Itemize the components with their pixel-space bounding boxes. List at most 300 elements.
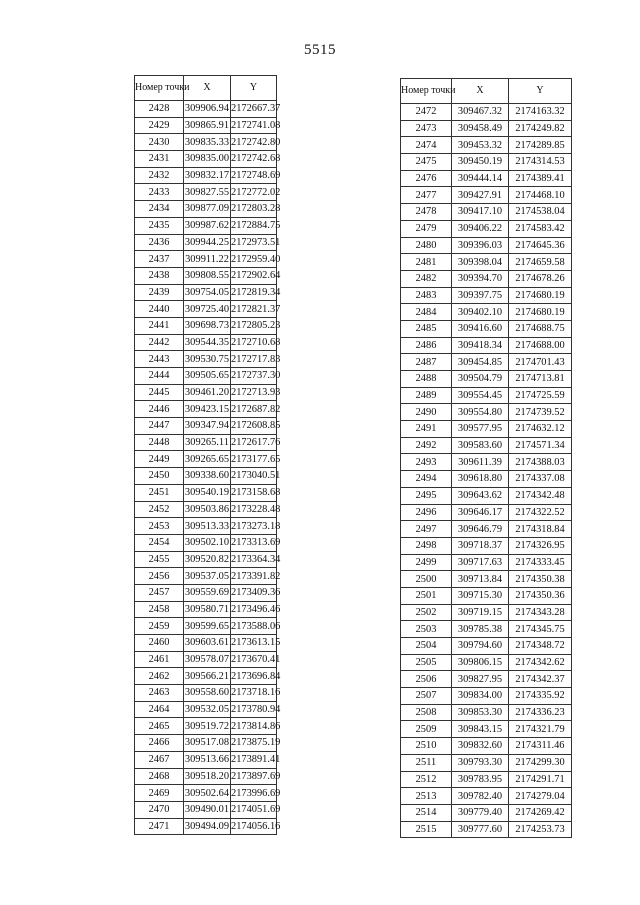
point-number-cell: 2428 [135, 101, 184, 118]
point-number-cell: 2514 [401, 804, 452, 821]
y-coordinate-cell: 2172608.85 [231, 418, 277, 435]
table-header-row [135, 76, 277, 101]
y-coordinate-cell: 2174678.26 [509, 270, 572, 287]
x-coordinate-cell: 309717.63 [452, 554, 509, 571]
y-coordinate-cell: 2172819.34 [231, 284, 277, 301]
x-coordinate-cell: 309782.40 [452, 788, 509, 805]
table-row [401, 270, 572, 287]
table-row [135, 234, 277, 251]
table-row [135, 401, 277, 418]
y-coordinate-cell: 2174333.45 [509, 554, 572, 571]
x-coordinate-cell: 309578.07 [184, 651, 231, 668]
y-coordinate-cell: 2172667.37 [231, 101, 277, 118]
table-row [401, 721, 572, 738]
point-number-cell: 2475 [401, 154, 452, 171]
x-coordinate-cell: 309865.91 [184, 117, 231, 134]
x-coordinate-cell: 309532.05 [184, 701, 231, 718]
table-row [135, 134, 277, 151]
table-row [135, 818, 277, 835]
y-coordinate-cell: 2174583.42 [509, 220, 572, 237]
y-coordinate-cell: 2173177.65 [231, 451, 277, 468]
point-number-cell: 2456 [135, 568, 184, 585]
y-coordinate-cell: 2174688.75 [509, 320, 572, 337]
y-coordinate-cell: 2174350.36 [509, 587, 572, 604]
y-coordinate-cell: 2173158.68 [231, 484, 277, 501]
point-number-cell: 2450 [135, 468, 184, 485]
y-coordinate-cell: 2172805.23 [231, 317, 277, 334]
point-number-cell: 2513 [401, 788, 452, 805]
table-row [401, 621, 572, 638]
y-coordinate-cell: 2174249.82 [509, 120, 572, 137]
x-coordinate-cell: 309715.30 [452, 587, 509, 604]
x-coordinate-cell: 309725.40 [184, 301, 231, 318]
x-coordinate-cell: 309713.84 [452, 571, 509, 588]
y-coordinate-cell: 2174468.10 [509, 187, 572, 204]
point-number-cell: 2471 [135, 818, 184, 835]
point-number-cell: 2494 [401, 471, 452, 488]
table-row [135, 418, 277, 435]
x-coordinate-cell: 309646.17 [452, 504, 509, 521]
x-coordinate-cell: 309911.22 [184, 251, 231, 268]
point-number-cell: 2480 [401, 237, 452, 254]
point-number-cell: 2441 [135, 317, 184, 334]
x-coordinate-cell: 309394.70 [452, 270, 509, 287]
point-number-cell: 2451 [135, 484, 184, 501]
table-row [135, 284, 277, 301]
point-number-cell: 2434 [135, 201, 184, 218]
x-coordinate-cell: 309554.80 [452, 404, 509, 421]
table-row [401, 304, 572, 321]
point-number-cell: 2492 [401, 437, 452, 454]
point-number-cell: 2502 [401, 604, 452, 621]
table-row [135, 651, 277, 668]
y-coordinate-cell: 2174388.03 [509, 454, 572, 471]
table-row [401, 554, 572, 571]
x-coordinate-cell: 309418.34 [452, 337, 509, 354]
point-number-cell: 2470 [135, 801, 184, 818]
x-coordinate-cell: 309396.03 [452, 237, 509, 254]
y-coordinate-cell: 2172884.75 [231, 217, 277, 234]
x-coordinate-cell: 309453.32 [452, 137, 509, 154]
table-row [401, 220, 572, 237]
y-coordinate-cell: 2172742.68 [231, 151, 277, 168]
y-coordinate-cell: 2173409.36 [231, 584, 277, 601]
y-coordinate-cell: 2174342.37 [509, 671, 572, 688]
point-number-cell: 2468 [135, 768, 184, 785]
point-number-cell: 2433 [135, 184, 184, 201]
x-coordinate-cell: 309554.45 [452, 387, 509, 404]
x-coordinate-cell: 309603.61 [184, 635, 231, 652]
point-number-cell: 2476 [401, 170, 452, 187]
x-coordinate-cell: 309397.75 [452, 287, 509, 304]
table-row [135, 334, 277, 351]
x-coordinate-cell: 309537.05 [184, 568, 231, 585]
coordinates-table-left [134, 75, 281, 835]
point-number-cell: 2498 [401, 537, 452, 554]
y-coordinate-cell: 2172973.51 [231, 234, 277, 251]
point-number-cell: 2511 [401, 754, 452, 771]
table-row [135, 317, 277, 334]
y-coordinate-cell: 2174337.08 [509, 471, 572, 488]
table-row [401, 421, 572, 438]
table-header-row [401, 79, 572, 104]
y-coordinate-cell: 2174680.19 [509, 304, 572, 321]
point-number-cell: 2436 [135, 234, 184, 251]
y-coordinate-cell: 2174289.85 [509, 137, 572, 154]
table-row [401, 237, 572, 254]
table-row [135, 768, 277, 785]
point-number-cell: 2501 [401, 587, 452, 604]
y-coordinate-cell: 2172772.02 [231, 184, 277, 201]
y-coordinate-cell: 2173391.82 [231, 568, 277, 585]
x-coordinate-cell: 309987.62 [184, 217, 231, 234]
y-coordinate-cell: 2174335.92 [509, 688, 572, 705]
table-row [401, 821, 572, 838]
y-coordinate-cell: 2174163.32 [509, 104, 572, 121]
point-number-cell: 2452 [135, 501, 184, 518]
x-coordinate-cell: 309779.40 [452, 804, 509, 821]
table-row [401, 437, 572, 454]
x-coordinate-cell: 309577.95 [452, 421, 509, 438]
point-number-cell: 2515 [401, 821, 452, 838]
table-row [135, 668, 277, 685]
y-coordinate-cell: 2173588.06 [231, 618, 277, 635]
point-number-cell: 2458 [135, 601, 184, 618]
table-row [135, 167, 277, 184]
y-coordinate-cell: 2172742.80 [231, 134, 277, 151]
x-coordinate-cell: 309827.95 [452, 671, 509, 688]
x-coordinate-cell: 309777.60 [452, 821, 509, 838]
x-coordinate-cell: 309827.55 [184, 184, 231, 201]
point-number-cell: 2512 [401, 771, 452, 788]
y-coordinate-cell: 2172710.68 [231, 334, 277, 351]
header-y: Y [509, 79, 572, 104]
table-row [135, 635, 277, 652]
table-row [135, 251, 277, 268]
x-coordinate-cell: 309444.14 [452, 170, 509, 187]
table-row [135, 801, 277, 818]
y-coordinate-cell: 2173364.34 [231, 551, 277, 568]
table-row [135, 117, 277, 134]
y-coordinate-cell: 2174342.62 [509, 654, 572, 671]
x-coordinate-cell: 309347.94 [184, 418, 231, 435]
x-coordinate-cell: 309520.82 [184, 551, 231, 568]
point-number-cell: 2508 [401, 704, 452, 721]
point-number-cell: 2465 [135, 718, 184, 735]
y-coordinate-cell: 2174343.28 [509, 604, 572, 621]
y-coordinate-cell: 2174269.42 [509, 804, 572, 821]
table-row [401, 104, 572, 121]
point-number-cell: 2479 [401, 220, 452, 237]
y-coordinate-cell: 2173613.15 [231, 635, 277, 652]
table-row [401, 521, 572, 538]
table-row [401, 571, 572, 588]
header-y: Y [231, 76, 277, 101]
x-coordinate-cell: 309580.71 [184, 601, 231, 618]
y-coordinate-cell: 2174538.04 [509, 204, 572, 221]
table-row [135, 468, 277, 485]
header-point-number: Номер точки [401, 79, 452, 104]
point-number-cell: 2505 [401, 654, 452, 671]
x-coordinate-cell: 309402.10 [452, 304, 509, 321]
table-row [401, 287, 572, 304]
table-row [135, 718, 277, 735]
point-number-cell: 2440 [135, 301, 184, 318]
header-x: X [184, 76, 231, 101]
point-number-cell: 2461 [135, 651, 184, 668]
x-coordinate-cell: 309566.21 [184, 668, 231, 685]
y-coordinate-cell: 2172617.76 [231, 434, 277, 451]
y-coordinate-cell: 2172737.30 [231, 368, 277, 385]
point-number-cell: 2477 [401, 187, 452, 204]
x-coordinate-cell: 309719.15 [452, 604, 509, 621]
table-row [401, 354, 572, 371]
table-row [401, 254, 572, 271]
y-coordinate-cell: 2173040.51 [231, 468, 277, 485]
y-coordinate-cell: 2173718.16 [231, 685, 277, 702]
y-coordinate-cell: 2173897.69 [231, 768, 277, 785]
x-coordinate-cell: 309843.15 [452, 721, 509, 738]
point-number-cell: 2469 [135, 785, 184, 802]
y-coordinate-cell: 2174253.73 [509, 821, 572, 838]
x-coordinate-cell: 309906.94 [184, 101, 231, 118]
x-coordinate-cell: 309518.20 [184, 768, 231, 785]
point-number-cell: 2504 [401, 638, 452, 655]
point-number-cell: 2496 [401, 504, 452, 521]
x-coordinate-cell: 309558.60 [184, 685, 231, 702]
point-number-cell: 2443 [135, 351, 184, 368]
y-coordinate-cell: 2173996.69 [231, 785, 277, 802]
x-coordinate-cell: 309785.38 [452, 621, 509, 638]
table-row [401, 604, 572, 621]
point-number-cell: 2448 [135, 434, 184, 451]
table-row [401, 671, 572, 688]
point-number-cell: 2429 [135, 117, 184, 134]
point-number-cell: 2459 [135, 618, 184, 635]
y-coordinate-cell: 2172687.82 [231, 401, 277, 418]
table-row [401, 337, 572, 354]
table-row [135, 785, 277, 802]
table-row [401, 788, 572, 805]
coordinates-table-right [400, 78, 572, 838]
x-coordinate-cell: 309423.15 [184, 401, 231, 418]
point-number-cell: 2486 [401, 337, 452, 354]
y-coordinate-cell: 2174632.12 [509, 421, 572, 438]
x-coordinate-cell: 309832.60 [452, 738, 509, 755]
y-coordinate-cell: 2172741.08 [231, 117, 277, 134]
point-number-cell: 2493 [401, 454, 452, 471]
point-number-cell: 2435 [135, 217, 184, 234]
table-row [401, 804, 572, 821]
x-coordinate-cell: 309877.09 [184, 201, 231, 218]
point-number-cell: 2472 [401, 104, 452, 121]
point-number-cell: 2473 [401, 120, 452, 137]
y-coordinate-cell: 2172713.93 [231, 384, 277, 401]
table-row [401, 654, 572, 671]
point-number-cell: 2466 [135, 735, 184, 752]
table-row [401, 688, 572, 705]
point-number-cell: 2500 [401, 571, 452, 588]
table-row [135, 101, 277, 118]
y-coordinate-cell: 2173814.86 [231, 718, 277, 735]
x-coordinate-cell: 309502.64 [184, 785, 231, 802]
y-coordinate-cell: 2174345.75 [509, 621, 572, 638]
table-row [401, 204, 572, 221]
point-number-cell: 2455 [135, 551, 184, 568]
y-coordinate-cell: 2174318.84 [509, 521, 572, 538]
y-coordinate-cell: 2173228.48 [231, 501, 277, 518]
x-coordinate-cell: 309835.00 [184, 151, 231, 168]
point-number-cell: 2509 [401, 721, 452, 738]
x-coordinate-cell: 309583.60 [452, 437, 509, 454]
x-coordinate-cell: 309698.73 [184, 317, 231, 334]
y-coordinate-cell: 2172821.37 [231, 301, 277, 318]
y-coordinate-cell: 2173780.94 [231, 701, 277, 718]
y-coordinate-cell: 2174645.36 [509, 237, 572, 254]
point-number-cell: 2489 [401, 387, 452, 404]
x-coordinate-cell: 309427.91 [452, 187, 509, 204]
x-coordinate-cell: 309450.19 [452, 154, 509, 171]
x-coordinate-cell: 309806.15 [452, 654, 509, 671]
y-coordinate-cell: 2174326.95 [509, 537, 572, 554]
point-number-cell: 2481 [401, 254, 452, 271]
table-row [401, 454, 572, 471]
point-number-cell: 2497 [401, 521, 452, 538]
point-number-cell: 2495 [401, 487, 452, 504]
point-number-cell: 2445 [135, 384, 184, 401]
x-coordinate-cell: 309338.60 [184, 468, 231, 485]
table-row [135, 601, 277, 618]
x-coordinate-cell: 309853.30 [452, 704, 509, 721]
table-row [135, 685, 277, 702]
x-coordinate-cell: 309718.37 [452, 537, 509, 554]
table-row [401, 704, 572, 721]
table-row [135, 701, 277, 718]
y-coordinate-cell: 2174314.53 [509, 154, 572, 171]
x-coordinate-cell: 309794.60 [452, 638, 509, 655]
x-coordinate-cell: 309834.00 [452, 688, 509, 705]
header-point-number: Номер точки [135, 76, 184, 101]
table-row [135, 751, 277, 768]
table-row [401, 537, 572, 554]
y-coordinate-cell: 2174348.72 [509, 638, 572, 655]
x-coordinate-cell: 309416.60 [452, 320, 509, 337]
point-number-cell: 2454 [135, 534, 184, 551]
table-row [401, 187, 572, 204]
point-number-cell: 2430 [135, 134, 184, 151]
x-coordinate-cell: 309646.79 [452, 521, 509, 538]
x-coordinate-cell: 309808.55 [184, 267, 231, 284]
x-coordinate-cell: 309517.08 [184, 735, 231, 752]
point-number-cell: 2457 [135, 584, 184, 601]
table-row [401, 738, 572, 755]
x-coordinate-cell: 309502.10 [184, 534, 231, 551]
y-coordinate-cell: 2174322.52 [509, 504, 572, 521]
x-coordinate-cell: 309544.35 [184, 334, 231, 351]
y-coordinate-cell: 2174299.30 [509, 754, 572, 771]
x-coordinate-cell: 309793.30 [452, 754, 509, 771]
y-coordinate-cell: 2172748.69 [231, 167, 277, 184]
point-number-cell: 2442 [135, 334, 184, 351]
y-coordinate-cell: 2174739.52 [509, 404, 572, 421]
x-coordinate-cell: 309505.65 [184, 368, 231, 385]
y-coordinate-cell: 2174659.58 [509, 254, 572, 271]
table-row [401, 320, 572, 337]
table-row [135, 368, 277, 385]
table-row [135, 267, 277, 284]
y-coordinate-cell: 2173670.41 [231, 651, 277, 668]
table-row [401, 487, 572, 504]
y-coordinate-cell: 2174342.48 [509, 487, 572, 504]
point-number-cell: 2439 [135, 284, 184, 301]
point-number-cell: 2447 [135, 418, 184, 435]
y-coordinate-cell: 2173313.69 [231, 534, 277, 551]
point-number-cell: 2482 [401, 270, 452, 287]
y-coordinate-cell: 2173875.19 [231, 735, 277, 752]
point-number-cell: 2463 [135, 685, 184, 702]
point-number-cell: 2431 [135, 151, 184, 168]
table-row [135, 301, 277, 318]
x-coordinate-cell: 309265.11 [184, 434, 231, 451]
point-number-cell: 2510 [401, 738, 452, 755]
x-coordinate-cell: 309503.86 [184, 501, 231, 518]
y-coordinate-cell: 2173496.46 [231, 601, 277, 618]
point-number-cell: 2467 [135, 751, 184, 768]
table-row [135, 484, 277, 501]
x-coordinate-cell: 309643.62 [452, 487, 509, 504]
point-number-cell: 2487 [401, 354, 452, 371]
table-row [401, 754, 572, 771]
table-row [135, 451, 277, 468]
x-coordinate-cell: 309832.17 [184, 167, 231, 184]
y-coordinate-cell: 2172902.64 [231, 267, 277, 284]
y-coordinate-cell: 2172717.83 [231, 351, 277, 368]
x-coordinate-cell: 309504.79 [452, 371, 509, 388]
y-coordinate-cell: 2174688.00 [509, 337, 572, 354]
table-row [135, 735, 277, 752]
point-number-cell: 2453 [135, 518, 184, 535]
table-row [401, 154, 572, 171]
table-row [135, 501, 277, 518]
point-number-cell: 2432 [135, 167, 184, 184]
table-row [401, 137, 572, 154]
point-number-cell: 2483 [401, 287, 452, 304]
x-coordinate-cell: 309513.33 [184, 518, 231, 535]
x-coordinate-cell: 309490.01 [184, 801, 231, 818]
table-row [401, 638, 572, 655]
table-row [135, 518, 277, 535]
table-row [401, 504, 572, 521]
table-row [401, 587, 572, 604]
point-number-cell: 2464 [135, 701, 184, 718]
point-number-cell: 2462 [135, 668, 184, 685]
y-coordinate-cell: 2173891.41 [231, 751, 277, 768]
point-number-cell: 2437 [135, 251, 184, 268]
point-number-cell: 2503 [401, 621, 452, 638]
table-row [401, 471, 572, 488]
x-coordinate-cell: 309783.95 [452, 771, 509, 788]
y-coordinate-cell: 2174350.38 [509, 571, 572, 588]
y-coordinate-cell: 2174336.23 [509, 704, 572, 721]
point-number-cell: 2506 [401, 671, 452, 688]
x-coordinate-cell: 309559.69 [184, 584, 231, 601]
y-coordinate-cell: 2174571.34 [509, 437, 572, 454]
x-coordinate-cell: 309494.09 [184, 818, 231, 835]
table-row [135, 551, 277, 568]
table-row [401, 387, 572, 404]
x-coordinate-cell: 309454.85 [452, 354, 509, 371]
x-coordinate-cell: 309461.20 [184, 384, 231, 401]
